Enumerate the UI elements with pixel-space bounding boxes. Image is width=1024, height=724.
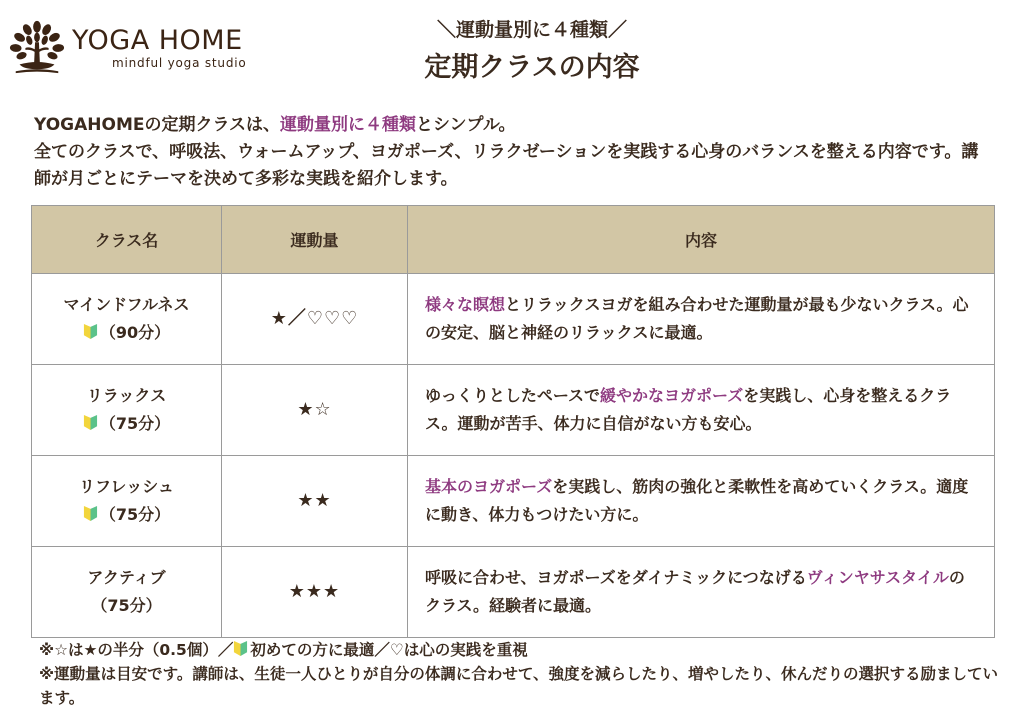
level-cell — [222, 365, 408, 456]
intro-line-2: 全てのクラスで、呼吸法、ウォームアップ、ヨガポーズ、リラクゼーションを実践する心身のバランスを整える内容です。講師が月ごとにテーマを決めて多彩な実践を紹介します。 — [34, 142, 979, 189]
content-cell — [408, 456, 995, 547]
content-highlight: 緩やかなヨガポーズ — [600, 386, 744, 405]
table-row — [32, 274, 995, 365]
intro-text-after: とシンプル。 — [415, 115, 516, 135]
content-text-after: のクラス。経験者に最適。 — [425, 568, 965, 615]
content-cell — [408, 365, 995, 456]
content-cell — [408, 547, 995, 638]
class-name-cell — [32, 274, 222, 365]
content-highlight: ヴィンヤサスタイル — [806, 568, 949, 587]
class-name: リフレッシュ — [79, 477, 174, 496]
table-row — [32, 547, 995, 638]
intro-text-before: YOGAHOMEの定期クラスは、 — [34, 115, 280, 135]
logo-tagline: mindful yoga studio — [112, 56, 247, 70]
table-row — [32, 365, 995, 456]
content-highlight: 基本のヨガポーズ — [425, 477, 553, 496]
footnote-1-after: 初めての方に最適／♡は心の実践を重視 — [250, 641, 528, 659]
logo-name: YOGA HOME — [72, 25, 243, 56]
page-title: 定期クラスの内容 — [424, 52, 640, 83]
class-name: リラックス — [86, 386, 167, 405]
footnote-1 — [39, 638, 999, 662]
level-rating: ★／♡♡♡ — [270, 308, 359, 329]
class-name-cell — [32, 365, 222, 456]
footnote-2: ※運動量は目安です。講師は、生徒一人ひとりが自分の体調に合わせて、強度を減らしたり、増やしたり、休んだりの選択する励ましています。 — [39, 665, 999, 707]
content-cell — [408, 274, 995, 365]
level-rating: ★☆ — [297, 399, 332, 420]
class-duration: （75分） — [99, 414, 171, 433]
page-subtitle: ＼運動量別に４種類／ — [436, 19, 627, 41]
level-cell — [222, 274, 408, 365]
beginner-mark-icon — [83, 414, 98, 431]
header — [0, 16, 1024, 88]
level-rating: ★★ — [297, 490, 332, 511]
header-content: 内容 — [408, 206, 995, 274]
class-table — [31, 205, 995, 638]
class-name: アクティブ — [87, 568, 166, 587]
content-text-before: 呼吸に合わせ、ヨガポーズをダイナミックにつなげる — [425, 568, 807, 587]
class-name-cell — [32, 456, 222, 547]
level-rating: ★★★ — [288, 581, 341, 602]
beginner-mark-icon — [83, 323, 98, 340]
content-text-after: を実践し、心身を整えるクラス。運動が苦手、体力に自信がない方も安心。 — [425, 386, 952, 433]
class-duration: （90分） — [99, 323, 171, 342]
level-cell — [222, 456, 408, 547]
footnotes — [39, 638, 999, 710]
content-text-before: ゆっくりとしたペースで — [425, 386, 601, 405]
content-text-after: とリラックスヨガを組み合わせた運動量が最も少ないクラス。心の安定、脳と神経のリラックスに最適。 — [425, 295, 969, 342]
content-text-after: を実践し、筋肉の強化と柔軟性を高めていくクラス。適度に動き、体力もつけたい方に。 — [425, 477, 969, 524]
table-row — [32, 456, 995, 547]
intro-highlight: 運動量別に４種類 — [279, 115, 416, 135]
beginner-mark-icon — [83, 505, 98, 522]
content-highlight: 様々な瞑想 — [425, 295, 506, 314]
class-name-cell — [32, 547, 222, 638]
class-duration: （75分） — [91, 596, 162, 615]
footnote-1-before: ※☆は★の半分（0.5個）／ — [39, 641, 234, 659]
header-class-name: クラス名 — [32, 206, 222, 274]
table-header-row — [32, 206, 995, 274]
intro-text — [34, 112, 994, 193]
beginner-mark-icon — [233, 640, 248, 657]
level-cell — [222, 547, 408, 638]
header-level: 運動量 — [222, 206, 408, 274]
class-duration: （75分） — [99, 505, 171, 524]
intro-line-1 — [34, 112, 994, 139]
class-name: マインドフルネス — [63, 295, 190, 314]
